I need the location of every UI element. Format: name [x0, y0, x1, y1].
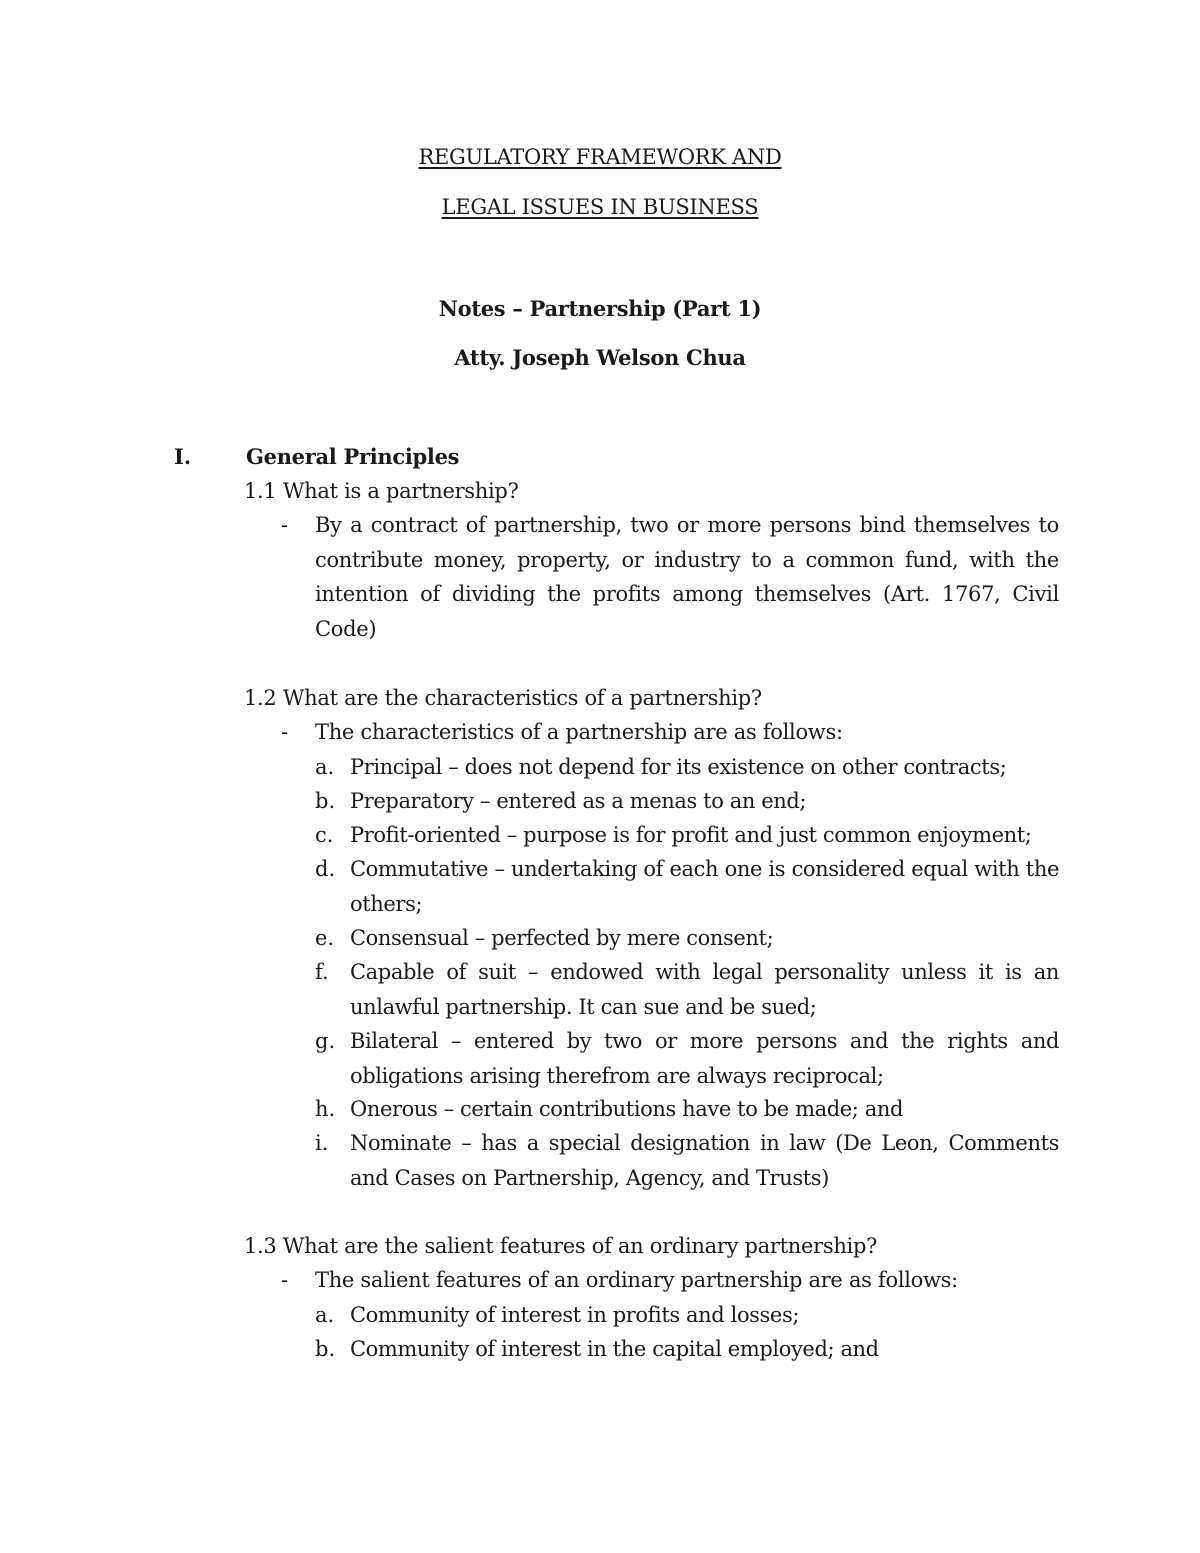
list-item-label: g.: [315, 1029, 336, 1053]
list-item: Capable of suit – endowed with legal personality unless it is an unlawful partnership. It can sue and be sued;: [350, 960, 1059, 1019]
list-item: Commutative – undertaking of each one is considered equal with the others;: [350, 857, 1059, 916]
answer-dash: -: [281, 1268, 289, 1292]
answer-1-1: By a contract of partnership, two or more persons bind themselves to contribute money, property, or industry to a common fund, with the intention of dividing the profits among themselves (Art. 1767, Civil Code): [315, 513, 1059, 641]
document-subtitle: Notes – Partnership (Part 1): [438, 296, 762, 321]
question-1-1: 1.1 What is a partnership?: [244, 479, 519, 503]
list-item-label: c.: [315, 823, 334, 847]
list-item-label: e.: [315, 926, 335, 950]
list-item-label: d.: [315, 857, 336, 881]
list-item: Principal – does not depend for its existence on other contracts;: [350, 755, 1007, 779]
list-item: Bilateral – entered by two or more persons and the rights and obligations arising therefrom are always reciprocal;: [350, 1029, 1059, 1088]
list-item: Profit-oriented – purpose is for profit and just common enjoyment;: [350, 823, 1032, 847]
list-item: Onerous – certain contributions have to be made; and: [350, 1097, 904, 1121]
list-item-label: f.: [315, 960, 329, 984]
list-item: Community of interest in the capital employed; and: [350, 1337, 879, 1361]
list-item: Community of interest in profits and losses;: [350, 1303, 800, 1327]
list-item-label: b.: [315, 1337, 336, 1361]
answer-1-3: The salient features of an ordinary partnership are as follows:: [315, 1268, 958, 1292]
section-numeral: I.: [174, 444, 192, 469]
list-item-label: h.: [315, 1097, 336, 1121]
document-title-line-1: REGULATORY FRAMEWORK AND: [418, 145, 782, 169]
answer-1-2: The characteristics of a partnership are as follows:: [315, 720, 843, 744]
document-title-line-2: LEGAL ISSUES IN BUSINESS: [441, 195, 759, 219]
list-item-label: a.: [315, 755, 335, 779]
list-item: Nominate – has a special designation in law (De Leon, Comments and Cases on Partnership, Agency, and Trusts): [350, 1131, 1059, 1190]
question-1-2: 1.2 What are the characteristics of a partnership?: [244, 686, 762, 710]
list-item-label: a.: [315, 1303, 335, 1327]
list-item-label: b.: [315, 789, 336, 813]
document-author: Atty. Joseph Welson Chua: [454, 345, 746, 370]
section-title: General Principles: [246, 444, 460, 469]
list-item-label: i.: [315, 1131, 329, 1155]
list-item: Preparatory – entered as a menas to an end;: [350, 789, 807, 813]
answer-dash: -: [281, 513, 289, 537]
answer-dash: -: [281, 720, 289, 744]
question-1-3: 1.3 What are the salient features of an ordinary partnership?: [244, 1234, 878, 1258]
list-item: Consensual – perfected by mere consent;: [350, 926, 774, 950]
